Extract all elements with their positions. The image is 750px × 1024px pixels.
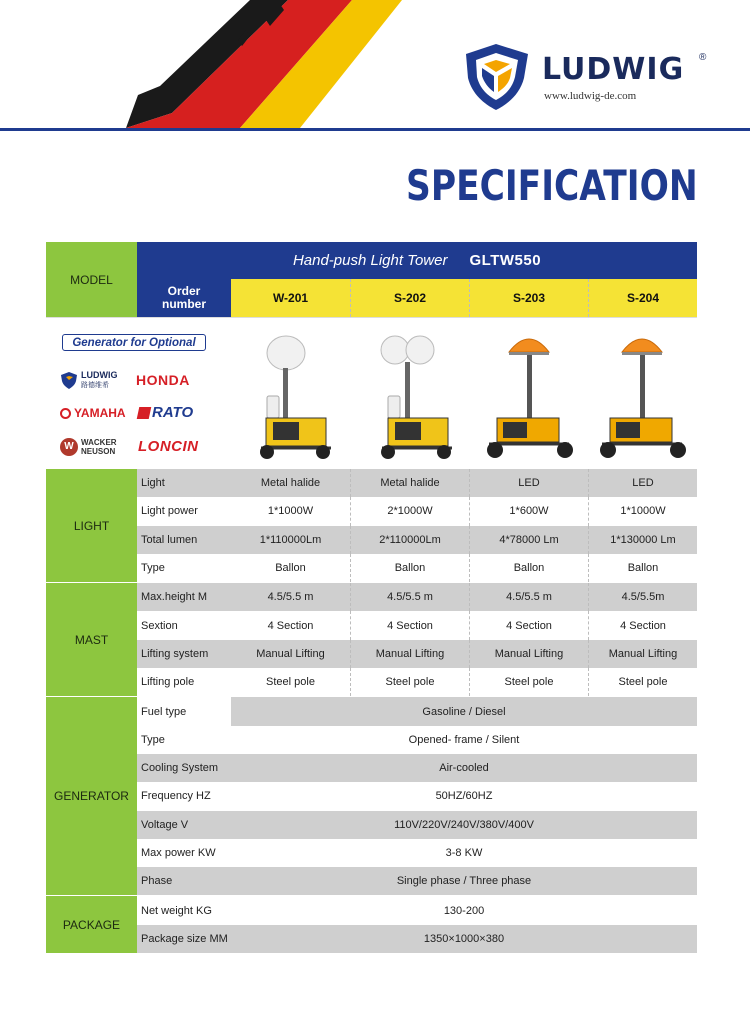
spec-value: Air-cooled — [231, 754, 697, 782]
spec-value: Steel pole — [469, 668, 588, 696]
loncin-logo: LONCIN — [138, 438, 199, 455]
spec-value: Steel pole — [231, 668, 350, 696]
spec-label: Lifting pole — [137, 668, 231, 696]
spec-label: Light power — [137, 497, 231, 525]
spec-label: Net weight KG — [137, 896, 231, 924]
spec-value: Manual Lifting — [350, 640, 469, 668]
spec-value: 4.5/5.5 m — [350, 583, 469, 611]
product-title: Hand-push Light Tower — [292, 252, 448, 269]
registered-mark: ® — [699, 52, 707, 63]
neuson-text: NEUSON — [81, 447, 116, 456]
honda-logo: HONDA — [136, 372, 190, 388]
product-image-s202 — [350, 318, 469, 468]
model-s202: S-202 — [350, 279, 469, 317]
brand-name: LUDWIG — [542, 52, 685, 87]
light-section — [46, 468, 697, 582]
spec-value: Ballon — [469, 554, 588, 582]
spec-value: 4.5/5.5 m — [231, 583, 350, 611]
light-tower-drawing — [469, 318, 588, 468]
package-section — [46, 895, 697, 953]
spec-value: 2*1000W — [350, 497, 469, 525]
spec-value: Ballon — [588, 554, 697, 582]
light-tower-drawing — [231, 318, 350, 468]
ludwig-mini-shield-icon — [60, 372, 78, 389]
rato-logo-text: RATO — [152, 404, 194, 421]
wacker-neuson-logo — [60, 438, 117, 456]
spec-label: Phase — [137, 867, 231, 895]
spec-value: 1*600W — [469, 497, 588, 525]
ludwig-shield-logo — [462, 44, 532, 110]
spec-table — [46, 242, 697, 953]
spec-label: Total lumen — [137, 526, 231, 554]
spec-value: Gasoline / Diesel — [231, 697, 697, 725]
spec-value: 3-8 KW — [231, 839, 697, 867]
model-label: MODEL — [46, 242, 137, 317]
header-divider — [0, 128, 750, 131]
spec-value: 4.5/5.5 m — [469, 583, 588, 611]
spec-value: Single phase / Three phase — [231, 867, 697, 895]
spec-label: Light — [137, 469, 231, 497]
spec-value: 1*1000W — [588, 497, 697, 525]
yamaha-emblem-icon — [60, 408, 71, 419]
spec-label: Type — [137, 554, 231, 582]
light-tower-drawing — [588, 318, 697, 468]
spec-value: 1*1000W — [231, 497, 350, 525]
spec-value: 4 Section — [588, 611, 697, 639]
spec-value: 1350×1000×380 — [231, 925, 697, 953]
spec-value: LED — [469, 469, 588, 497]
german-flag-brushstroke — [120, 0, 420, 135]
yamaha-logo-text: YAMAHA — [74, 406, 126, 420]
spec-label: Package size MM — [137, 925, 231, 953]
ludwig-logo-cn: 路德维希 — [81, 382, 109, 389]
brand-header — [462, 44, 722, 114]
section-label-generator: GENERATOR — [46, 697, 137, 895]
spec-label: Voltage V — [137, 811, 231, 839]
product-heading — [137, 242, 697, 279]
wacker-emblem-icon: W — [60, 438, 78, 456]
product-image-w201 — [231, 318, 350, 468]
spec-value: Manual Lifting — [231, 640, 350, 668]
spec-value: 4 Section — [231, 611, 350, 639]
spec-value: Metal halide — [231, 469, 350, 497]
spec-label: Max.height M — [137, 583, 231, 611]
ludwig-logo-text: LUDWIG — [81, 370, 118, 380]
wacker-text: WACKER — [81, 438, 117, 447]
spec-value: 4.5/5.5m — [588, 583, 697, 611]
rato-logo — [138, 404, 193, 421]
spec-value: 1*110000Lm — [231, 526, 350, 554]
spec-value: Ballon — [231, 554, 350, 582]
yamaha-logo — [60, 406, 126, 420]
spec-value: 1*130000 Lm — [588, 526, 697, 554]
product-code: GLTW550 — [469, 252, 542, 269]
page-title: SPECIFICATION — [406, 161, 698, 210]
product-image-s203 — [469, 318, 588, 468]
spec-value: Metal halide — [350, 469, 469, 497]
generator-brands-panel — [46, 318, 231, 468]
model-w201: W-201 — [231, 279, 350, 317]
spec-value: 4 Section — [350, 611, 469, 639]
spec-value: Ballon — [350, 554, 469, 582]
spec-value: LED — [588, 469, 697, 497]
spec-label: Max power KW — [137, 839, 231, 867]
model-s204: S-204 — [588, 279, 697, 317]
mast-section — [46, 582, 697, 696]
model-s203: S-203 — [469, 279, 588, 317]
generator-section — [46, 696, 697, 895]
spec-value: 4*78000 Lm — [469, 526, 588, 554]
spec-value: 130-200 — [231, 896, 697, 924]
ludwig-generator-logo — [60, 370, 118, 390]
spec-value: Opened- frame / Silent — [231, 726, 697, 754]
spec-label: Cooling System — [137, 754, 231, 782]
spec-label: Lifting system — [137, 640, 231, 668]
section-label-light: LIGHT — [46, 469, 137, 582]
spec-value: 110V/220V/240V/380V/400V — [231, 811, 697, 839]
spec-label: Fuel type — [137, 697, 231, 725]
spec-label: Type — [137, 726, 231, 754]
spec-label: Sextion — [137, 611, 231, 639]
order-number-label — [137, 279, 231, 317]
section-label-mast: MAST — [46, 583, 137, 696]
order-label-line2: number — [161, 297, 206, 311]
brand-website: www.ludwig-de.com — [544, 90, 637, 102]
spec-label: Frequency HZ — [137, 782, 231, 810]
product-image-s204 — [588, 318, 697, 468]
section-label-package: PACKAGE — [46, 896, 137, 953]
spec-value: 50HZ/60HZ — [231, 782, 697, 810]
spec-value: Manual Lifting — [469, 640, 588, 668]
rato-emblem-icon — [137, 407, 152, 419]
spec-value: Steel pole — [350, 668, 469, 696]
generator-optional-badge: Generator for Optional — [62, 334, 206, 351]
light-tower-drawing — [350, 318, 469, 468]
spec-value: Manual Lifting — [588, 640, 697, 668]
order-label-line1: Order — [167, 284, 201, 298]
spec-value: Steel pole — [588, 668, 697, 696]
spec-value: 4 Section — [469, 611, 588, 639]
spec-value: 2*110000Lm — [350, 526, 469, 554]
